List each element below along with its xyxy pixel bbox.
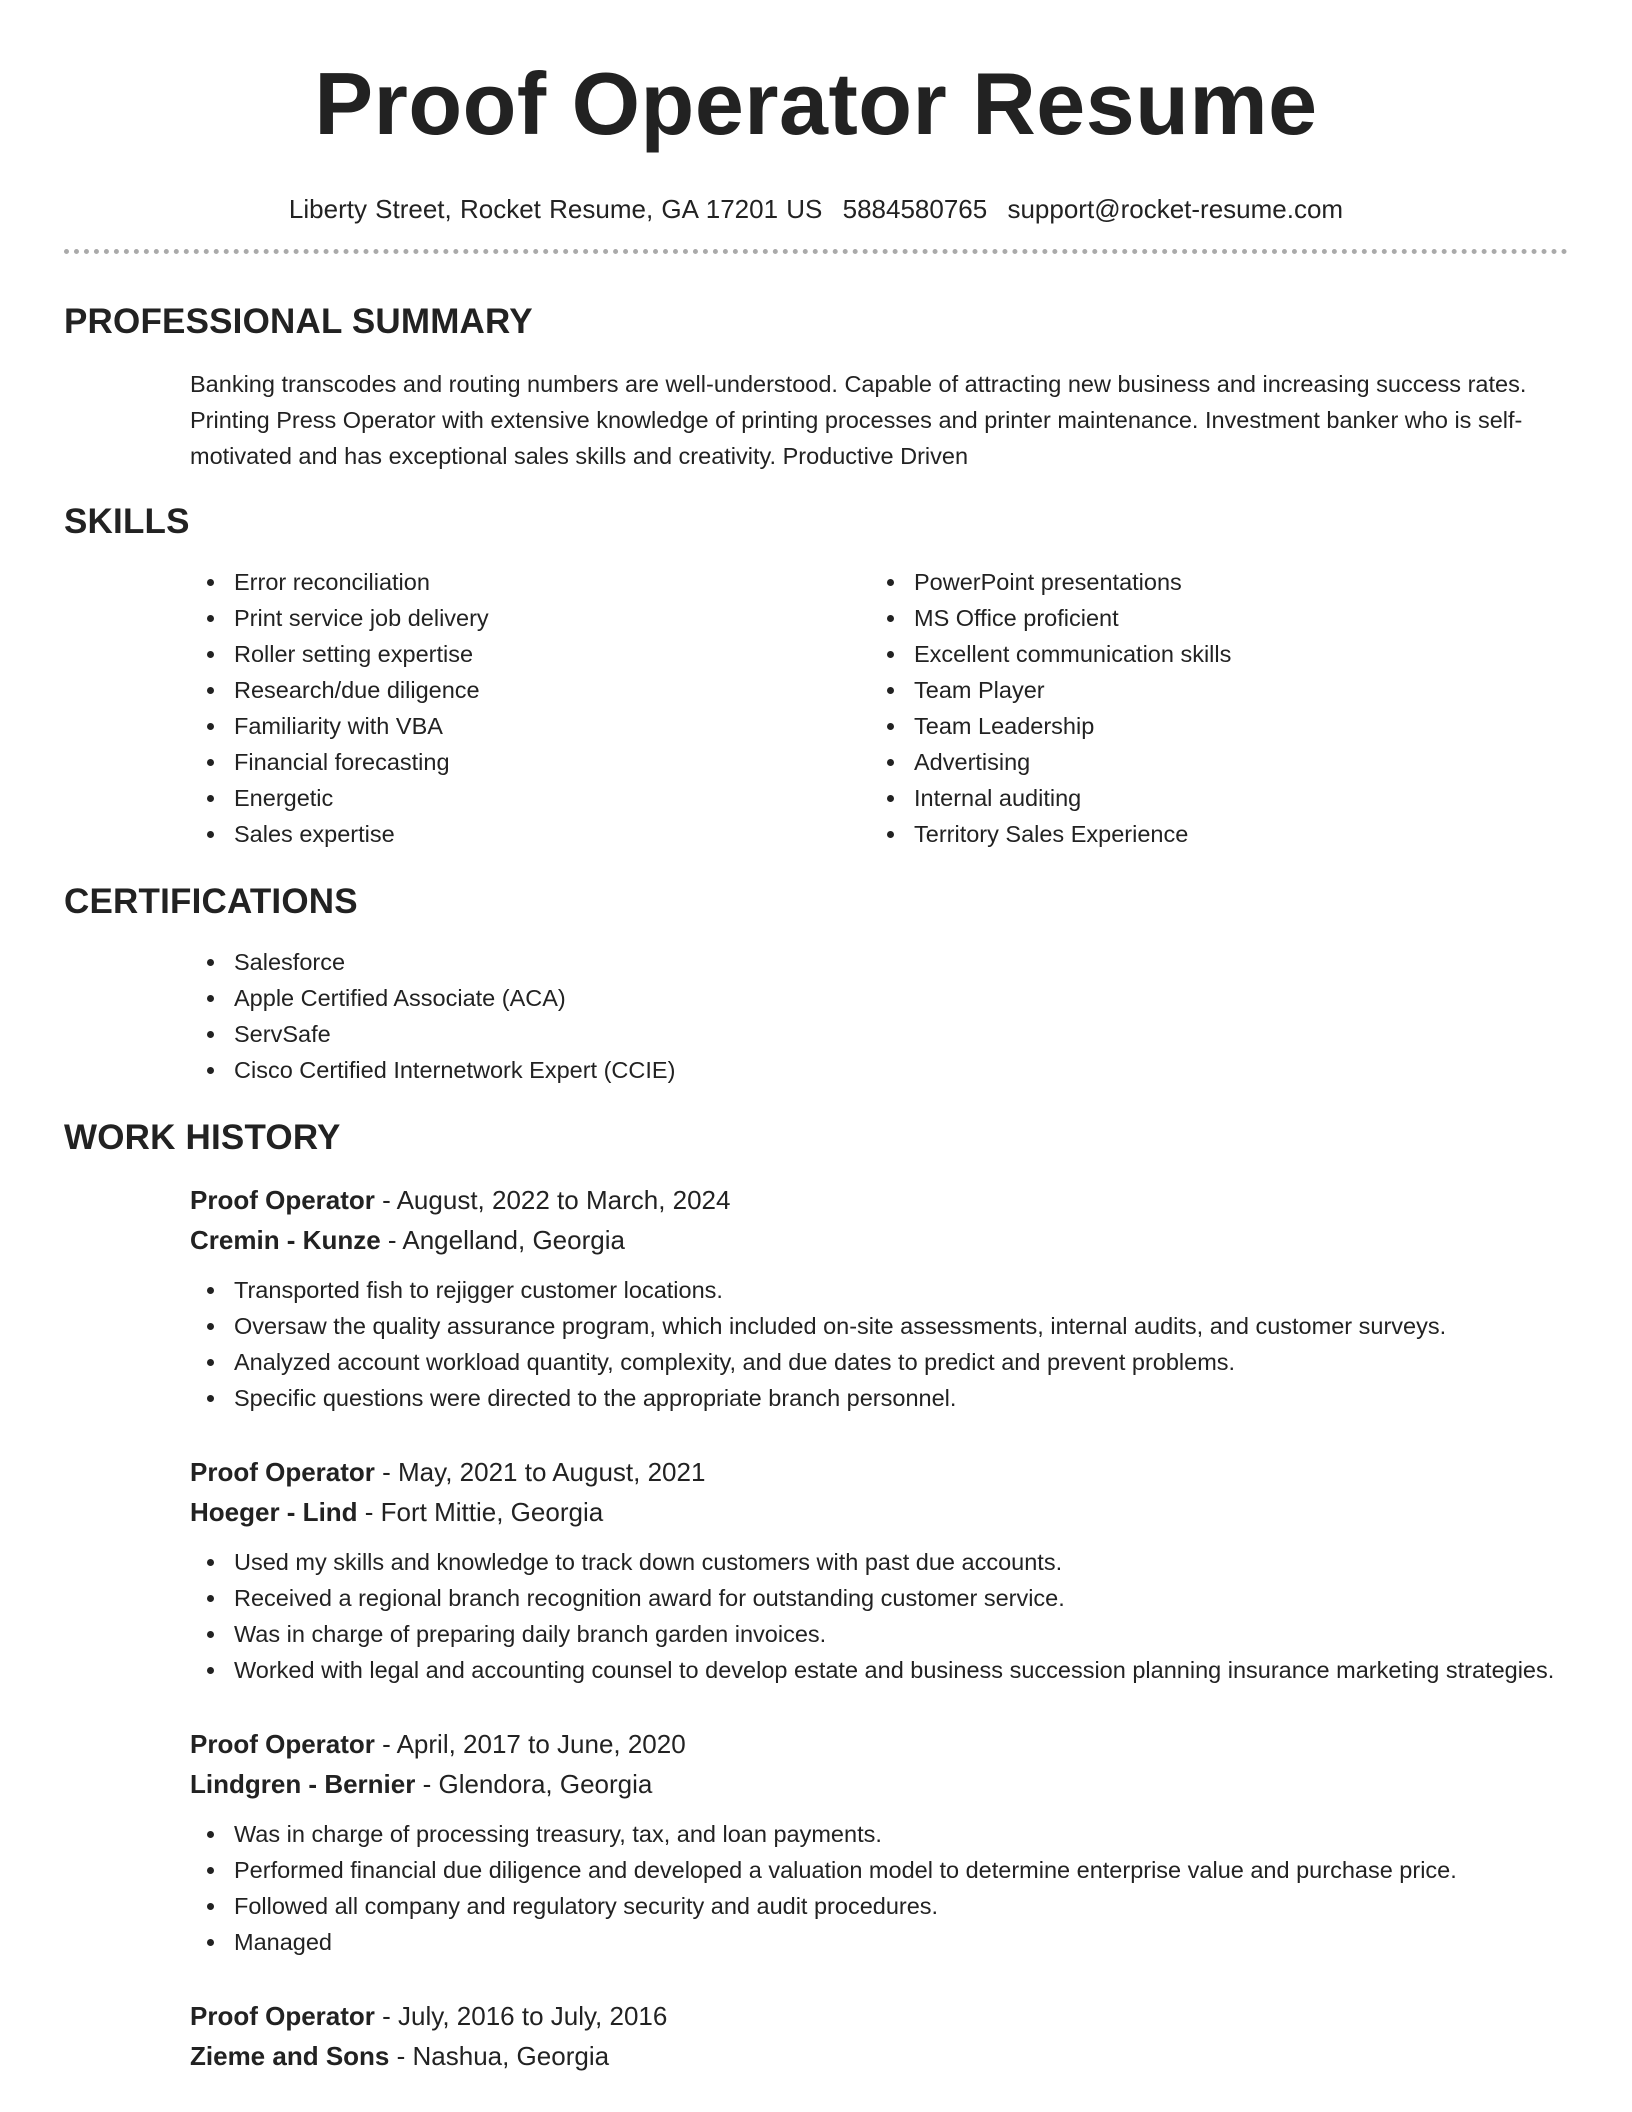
skill-item: Research/due diligence xyxy=(190,672,870,708)
job-dates: - July, 2016 to July, 2016 xyxy=(374,2001,668,2031)
contact-address: Liberty Street, Rocket Resume, GA 17201 US xyxy=(288,194,823,224)
job-location: - Glendora, Georgia xyxy=(415,1769,653,1799)
skills-list-right xyxy=(870,564,1550,852)
job-bullets xyxy=(190,1272,1568,1416)
certifications-heading: CERTIFICATIONS xyxy=(64,882,358,921)
job-company: Cremin - Kunze xyxy=(190,1225,381,1255)
skill-item: Team Leadership xyxy=(870,708,1550,744)
job-dates: - April, 2017 to June, 2020 xyxy=(374,1729,686,1759)
header-divider xyxy=(64,249,1568,254)
job-company-line xyxy=(190,1220,1568,1260)
job-location: - Angelland, Georgia xyxy=(380,1225,625,1255)
summary-heading: PROFESSIONAL SUMMARY xyxy=(64,302,533,341)
skill-item: Internal auditing xyxy=(870,780,1550,816)
certification-item: Salesforce xyxy=(190,944,1568,980)
contact-email: support@rocket-resume.com xyxy=(1007,194,1344,224)
skill-item: Sales expertise xyxy=(190,816,870,852)
job-bullet: Used my skills and knowledge to track down customers with past due accounts. xyxy=(190,1544,1568,1580)
skill-item: Error reconciliation xyxy=(190,564,870,600)
job-dates: - May, 2021 to August, 2021 xyxy=(374,1457,706,1487)
certifications-list xyxy=(64,944,1568,1088)
job-bullet: Was in charge of preparing daily branch garden invoices. xyxy=(190,1616,1568,1652)
work-history-heading: WORK HISTORY xyxy=(64,1118,341,1157)
skill-item: Energetic xyxy=(190,780,870,816)
job-company-line xyxy=(190,2036,1568,2076)
job-title-line xyxy=(190,1724,1568,1764)
job-entry xyxy=(190,1996,1568,2076)
skills-grid xyxy=(64,564,1568,852)
job-bullet: Was in charge of processing treasury, tax, and loan payments. xyxy=(190,1816,1568,1852)
contact-line xyxy=(64,194,1568,225)
job-bullet: Performed financial due diligence and developed a valuation model to determine enterprise value and purchase price. xyxy=(190,1852,1568,1888)
job-bullet: Specific questions were directed to the appropriate branch personnel. xyxy=(190,1380,1568,1416)
work-history-list xyxy=(64,1180,1568,2076)
skill-item: Excellent communication skills xyxy=(870,636,1550,672)
job-title: Proof Operator xyxy=(190,1185,375,1215)
skill-item: Financial forecasting xyxy=(190,744,870,780)
job-title: Proof Operator xyxy=(190,1457,375,1487)
job-entry xyxy=(190,1452,1568,1688)
job-bullet: Analyzed account workload quantity, complexity, and due dates to predict and prevent problems. xyxy=(190,1344,1568,1380)
skill-item: Roller setting expertise xyxy=(190,636,870,672)
job-dates: - August, 2022 to March, 2024 xyxy=(374,1185,731,1215)
job-entry xyxy=(190,1724,1568,1960)
job-company-line xyxy=(190,1764,1568,1804)
job-title-line xyxy=(190,1452,1568,1492)
job-bullet: Transported fish to rejigger customer locations. xyxy=(190,1272,1568,1308)
skills-list-left xyxy=(190,564,870,852)
skill-item: MS Office proficient xyxy=(870,600,1550,636)
job-bullet: Oversaw the quality assurance program, which included on-site assessments, internal audits, and customer surveys. xyxy=(190,1308,1568,1344)
certification-item: ServSafe xyxy=(190,1016,1568,1052)
resume-title: Proof Operator Resume xyxy=(314,54,1318,153)
skills-heading: SKILLS xyxy=(64,502,190,541)
job-bullet: Worked with legal and accounting counsel to develop estate and business succession planning insurance marketing strategies. xyxy=(190,1652,1568,1688)
certification-item: Apple Certified Associate (ACA) xyxy=(190,980,1568,1016)
job-title-line xyxy=(190,1996,1568,2036)
skill-item: Team Player xyxy=(870,672,1550,708)
job-location: - Nashua, Georgia xyxy=(389,2041,610,2071)
job-title: Proof Operator xyxy=(190,1729,375,1759)
skill-item: Print service job delivery xyxy=(190,600,870,636)
job-bullet: Followed all company and regulatory security and audit procedures. xyxy=(190,1888,1568,1924)
skill-item: Familiarity with VBA xyxy=(190,708,870,744)
job-company-line xyxy=(190,1492,1568,1532)
skill-item: Advertising xyxy=(870,744,1550,780)
job-company: Zieme and Sons xyxy=(190,2041,390,2071)
job-company: Lindgren - Bernier xyxy=(190,1769,416,1799)
job-title-line xyxy=(190,1180,1568,1220)
job-title: Proof Operator xyxy=(190,2001,375,2031)
skill-item: Territory Sales Experience xyxy=(870,816,1550,852)
skill-item: PowerPoint presentations xyxy=(870,564,1550,600)
job-bullet: Received a regional branch recognition award for outstanding customer service. xyxy=(190,1580,1568,1616)
job-bullets xyxy=(190,1544,1568,1688)
summary-text: Banking transcodes and routing numbers are well-understood. Capable of attracting new business and increasing success rates. Printing Press Operator with extensive knowledge of printing processes and printer maintenance. Investment banker who is self-motivated and has exceptional sales skills and creativity. Productive Driven xyxy=(190,371,1527,469)
certification-item: Cisco Certified Internetwork Expert (CCIE) xyxy=(190,1052,1568,1088)
job-location: - Fort Mittie, Georgia xyxy=(357,1497,604,1527)
contact-phone: 5884580765 xyxy=(842,194,988,224)
job-entry xyxy=(190,1180,1568,1416)
job-bullet: Managed xyxy=(190,1924,1568,1960)
job-company: Hoeger - Lind xyxy=(190,1497,358,1527)
job-bullets xyxy=(190,1816,1568,1960)
